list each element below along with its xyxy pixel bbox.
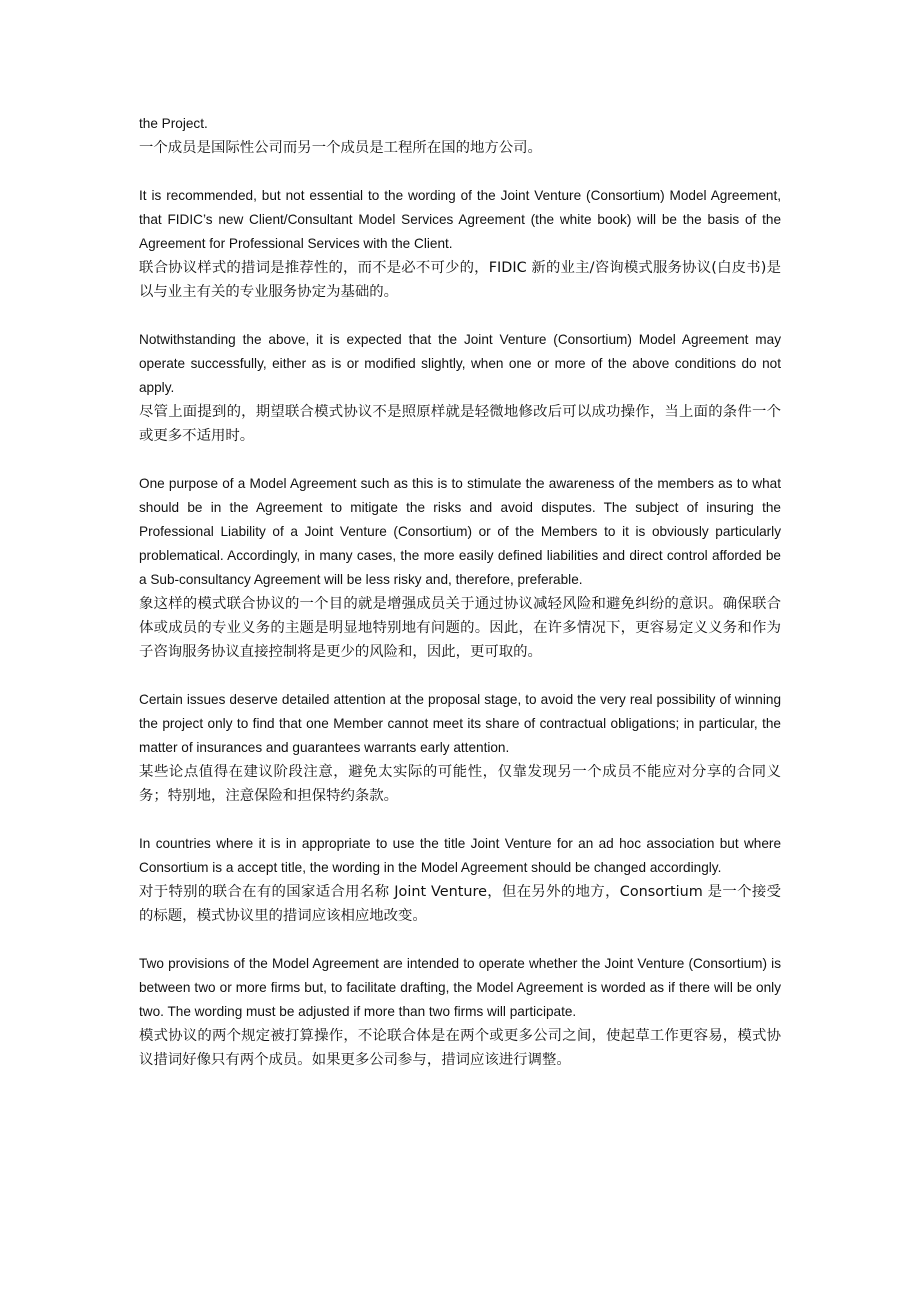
paragraph-6 — [139, 832, 781, 928]
paragraph-6-chinese: 对于特别的联合在有的国家适合用名称 Joint Venture，但在另外的地方，Consortium 是一个接受的标题，模式协议里的措词应该相应地改变。 — [139, 884, 781, 924]
paragraph-4-chinese: 象这样的模式联合协议的一个目的就是增强成员关于通过协议减轻风险和避免纠纷的意识。确保联合体或成员的专业义务的主题是明显地特别地有问题的。因此，在许多情况下，更容易定义义务和作为子咨询服务协议直接控制将是更少的风险和，因此，更可取的。 — [139, 596, 781, 660]
paragraph-3-chinese: 尽管上面提到的，期望联合模式协议不是照原样就是轻微地修改后可以成功操作，当上面的条件一个或更多不适用时。 — [139, 404, 781, 444]
paragraph-3 — [139, 328, 781, 448]
paragraph-4-english: One purpose of a Model Agreement such as this is to stimulate the awareness of the members as to what should be in the Agreement to mitigate the risks and avoid disputes. The subject of insuring the Professional Liability of a Joint Venture (Consortium) or of the Members to it is obviously particularly problematical. Accordingly, in many cases, the more easily defined liabilities and direct control afforded be a Sub-consultancy Agreement will be less risky and, therefore, preferable. — [139, 476, 781, 587]
document-page — [139, 112, 781, 1096]
paragraph-5 — [139, 688, 781, 808]
paragraph-4 — [139, 472, 781, 664]
paragraph-5-english: Certain issues deserve detailed attention at the proposal stage, to avoid the very real possibility of winning the project only to find that one Member cannot meet its share of contractual obligations; in particular, the matter of insurances and guarantees warrants early attention. — [139, 692, 781, 755]
paragraph-6-english: In countries where it is in appropriate to use the title Joint Venture for an ad hoc association but where Consortium is a accept title, the wording in the Model Agreement should be changed accordingly. — [139, 836, 781, 875]
paragraph-2-chinese: 联合协议样式的措词是推荐性的，而不是必不可少的，FIDIC 新的业主/咨询模式服务协议(白皮书)是以与业主有关的专业服务协定为基础的。 — [139, 260, 781, 300]
paragraph-2 — [139, 184, 781, 304]
paragraph-2-english: It is recommended, but not essential to the wording of the Joint Venture (Consortium) Model Agreement, that FIDIC’s new Client/Consultant Model Services Agreement (the white book) will be the basis of the Agreement for Professional Services with the Client. — [139, 188, 781, 251]
paragraph-7-chinese: 模式协议的两个规定被打算操作，不论联合体是在两个或更多公司之间，使起草工作更容易，模式协议措词好像只有两个成员。如果更多公司参与，措词应该进行调整。 — [139, 1028, 781, 1068]
paragraph-1-english: the Project. — [139, 116, 208, 131]
paragraph-1-chinese: 一个成员是国际性公司而另一个成员是工程所在国的地方公司。 — [139, 140, 542, 156]
paragraph-5-chinese: 某些论点值得在建议阶段注意，避免太实际的可能性，仅靠发现另一个成员不能应对分享的合同义务；特别地，注意保险和担保特约条款。 — [139, 764, 781, 804]
paragraph-1 — [139, 112, 781, 160]
paragraph-7 — [139, 952, 781, 1072]
paragraph-3-english: Notwithstanding the above, it is expected that the Joint Venture (Consortium) Model Agreement may operate successfully, either as is or modified slightly, when one or more of the above conditions do not apply. — [139, 332, 781, 395]
paragraph-7-english: Two provisions of the Model Agreement are intended to operate whether the Joint Venture (Consortium) is between two or more firms but, to facilitate drafting, the Model Agreement is worded as if there will be only two. The wording must be adjusted if more than two firms will participate. — [139, 956, 781, 1019]
